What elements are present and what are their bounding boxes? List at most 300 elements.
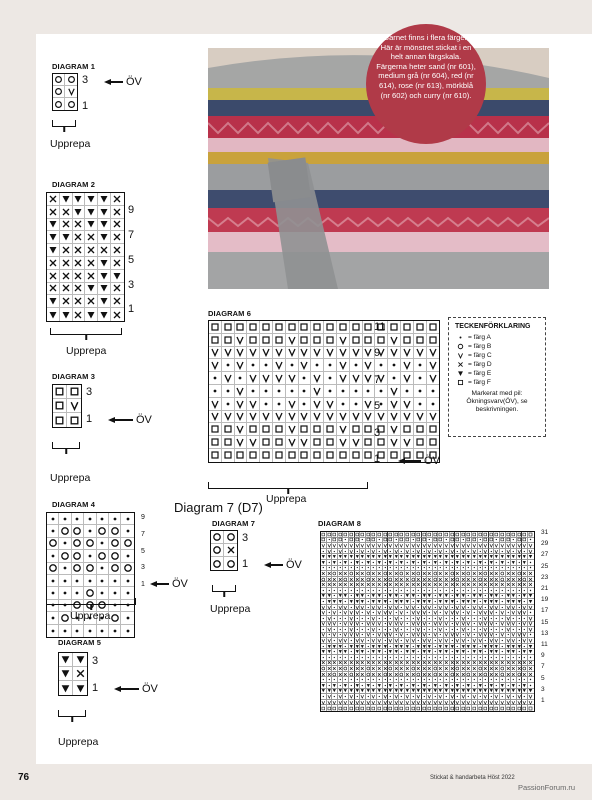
square-symbol: [363, 335, 373, 345]
chart-cell: [84, 550, 96, 562]
triangle-symbol: [466, 599, 471, 604]
triangle-symbol: [371, 599, 376, 604]
chart-cell: [47, 513, 59, 525]
dot-symbol: [461, 537, 466, 542]
triangle-symbol: [444, 649, 449, 654]
diagram-4-row-5: 5: [141, 548, 145, 555]
v-symbol: [506, 621, 511, 626]
dot-symbol: [97, 514, 107, 524]
triangle-symbol: [506, 554, 511, 559]
x-symbol: [422, 582, 427, 587]
chart-cell: [53, 74, 65, 86]
square-symbol: [312, 437, 322, 447]
v-symbol: [321, 605, 326, 610]
dot-symbol: [383, 621, 388, 626]
x-symbol: [416, 582, 421, 587]
legend-item: [455, 333, 539, 342]
chart-cell: [324, 347, 337, 360]
dot-symbol: [411, 655, 416, 660]
v-symbol: [422, 543, 427, 548]
v-symbol: [528, 621, 533, 626]
dot-symbol: [321, 694, 326, 699]
v-symbol: [455, 605, 460, 610]
square-symbol: [325, 437, 335, 447]
triangle-symbol: [48, 310, 58, 320]
square-symbol: [422, 532, 427, 537]
v-symbol: [312, 373, 322, 383]
x-symbol: [438, 672, 443, 677]
square-symbol: [399, 706, 404, 711]
v-symbol: [444, 605, 449, 610]
x-symbol: [528, 672, 533, 677]
square-symbol: [69, 415, 80, 426]
dot-symbol: [461, 677, 466, 682]
v-symbol: [411, 700, 416, 705]
square-symbol: [321, 537, 326, 542]
dot-symbol: [123, 613, 133, 623]
x-symbol: [112, 283, 122, 293]
square-symbol: [494, 706, 499, 711]
square-symbol: [405, 537, 410, 542]
dot-symbol: [461, 683, 466, 688]
chart-cell: [85, 295, 98, 308]
x-symbol: [461, 571, 466, 576]
dot-symbol: [261, 399, 271, 409]
square-symbol: [366, 532, 371, 537]
x-symbol: [494, 666, 499, 671]
v-symbol: [388, 605, 393, 610]
square-symbol: [455, 537, 460, 542]
square-symbol: [363, 450, 373, 460]
dot-symbol: [72, 576, 82, 586]
dot-symbol: [383, 683, 388, 688]
v-symbol: [338, 335, 348, 345]
chart-cell: [47, 550, 59, 562]
triangle-symbol: [444, 644, 449, 649]
x-symbol: [444, 571, 449, 576]
square-symbol: [438, 537, 443, 542]
v-symbol: [511, 543, 516, 548]
dot-symbol: [332, 655, 337, 660]
dot-symbol: [383, 655, 388, 660]
chart-cell: [363, 359, 376, 372]
square-symbol: [483, 706, 488, 711]
triangle-symbol: [416, 599, 421, 604]
triangle-symbol: [511, 599, 516, 604]
chart-cell: [299, 334, 312, 347]
x-symbol: [73, 296, 83, 306]
dot-symbol: [511, 588, 516, 593]
dot-symbol: [338, 560, 343, 565]
dot-symbol: [438, 610, 443, 615]
chart-cell: [286, 385, 299, 398]
dot-symbol: [360, 632, 365, 637]
chart-cell: [388, 423, 401, 436]
dot-symbol: [60, 626, 70, 636]
chart-cell: [247, 321, 260, 334]
dot-symbol: [85, 551, 95, 561]
dot-symbol: [416, 605, 421, 610]
triangle-symbol: [528, 554, 533, 559]
dot-symbol: [343, 616, 348, 621]
diagram-4-row-9: 9: [141, 514, 145, 521]
dot-symbol: [321, 549, 326, 554]
v-symbol: [428, 347, 438, 357]
dot-symbol: [371, 610, 376, 615]
v-symbol: [427, 605, 432, 610]
x-symbol: [517, 577, 522, 582]
chart-cell: [247, 411, 260, 424]
page-number: 76: [18, 772, 30, 783]
triangle-symbol: [450, 644, 455, 649]
triangle-symbol: [522, 593, 527, 598]
chart-cell: [414, 411, 427, 424]
x-icon: [455, 361, 465, 368]
x-symbol: [338, 582, 343, 587]
dot-symbol: [371, 565, 376, 570]
x-symbol: [73, 232, 83, 242]
v-symbol: [511, 638, 516, 643]
dot-symbol: [444, 627, 449, 632]
triangle-symbol: [489, 683, 494, 688]
diagram-2-repeat-bracket: [50, 328, 122, 335]
v-symbol: [506, 549, 511, 554]
x-symbol: [321, 571, 326, 576]
v-symbol: [360, 605, 365, 610]
dot-symbol: [528, 537, 533, 542]
chart-cell: [121, 538, 133, 550]
dot-symbol: [528, 565, 533, 570]
chart-cell: [350, 423, 363, 436]
square-symbol: [210, 450, 220, 460]
v-symbol: [517, 543, 522, 548]
chart-cell: [59, 563, 71, 575]
v-symbol: [416, 621, 421, 626]
chart-cell: [311, 449, 324, 462]
dot-symbol: [472, 683, 477, 688]
dot-symbol: [422, 549, 427, 554]
v-symbol: [411, 621, 416, 626]
triangle-symbol: [99, 296, 109, 306]
triangle-symbol: [377, 688, 382, 693]
dot-symbol: [466, 694, 471, 699]
triangle-symbol: [517, 644, 522, 649]
chart-cell: [311, 359, 324, 372]
x-symbol: [427, 571, 432, 576]
chart-cell: [311, 321, 324, 334]
diagram-3-grid: [52, 384, 82, 428]
dot-symbol: [321, 655, 326, 660]
dot-symbol: [123, 588, 133, 598]
chart-cell: [73, 270, 86, 283]
triangle-symbol: [422, 683, 427, 688]
dot-symbol: [478, 627, 483, 632]
dot-symbol: [210, 373, 220, 383]
dot-symbol: [338, 610, 343, 615]
chart-cell: [363, 334, 376, 347]
triangle-symbol: [427, 599, 432, 604]
dot-symbol: [466, 549, 471, 554]
square-symbol: [402, 322, 412, 332]
chart-cell: [47, 563, 59, 575]
x-symbol: [511, 577, 516, 582]
v-symbol: [438, 549, 443, 554]
circle-symbol: [483, 672, 488, 677]
v-symbol: [235, 411, 245, 421]
square-symbol: [411, 706, 416, 711]
dot-symbol: [366, 644, 371, 649]
circle-symbol: [500, 571, 505, 576]
chart-cell: [235, 372, 248, 385]
dot-symbol: [360, 616, 365, 621]
x-symbol: [338, 571, 343, 576]
chart-cell: [247, 436, 260, 449]
v-symbol: [455, 638, 460, 643]
x-symbol: [405, 672, 410, 677]
triangle-symbol: [73, 207, 83, 217]
v-symbol: [248, 373, 258, 383]
square-symbol: [472, 537, 477, 542]
diagram-3-row-1: 1: [86, 413, 93, 425]
dot-symbol: [522, 677, 527, 682]
dot-symbol: [411, 549, 416, 554]
dot-symbol: [383, 638, 388, 643]
chart-cell: [224, 544, 237, 557]
x-symbol: [99, 245, 109, 255]
x-symbol: [522, 672, 527, 677]
dot-symbol: [500, 565, 505, 570]
circle-symbol: [388, 577, 393, 582]
v-symbol: [427, 638, 432, 643]
v-icon: [455, 352, 465, 359]
chart-cell: [60, 231, 73, 244]
diagram-4-repeat-bracket: [46, 598, 136, 605]
v-symbol: [500, 610, 505, 615]
dot-symbol: [363, 386, 373, 396]
chart-cell: [401, 334, 414, 347]
chart-cell: [111, 257, 124, 270]
triangle-symbol: [86, 219, 96, 229]
x-symbol: [450, 666, 455, 671]
triangle-symbol: [466, 560, 471, 565]
diagram-7-grid: [210, 530, 238, 571]
dot-symbol: [327, 588, 332, 593]
x-symbol: [506, 571, 511, 576]
chart-cell: [350, 372, 363, 385]
dot-symbol: [466, 593, 471, 598]
chart-cell: [337, 385, 350, 398]
chart-cell: [401, 423, 414, 436]
x-symbol: [86, 232, 96, 242]
x-symbol: [472, 660, 477, 665]
v-symbol: [478, 700, 483, 705]
circle-symbol: [366, 666, 371, 671]
triangle-symbol: [321, 593, 326, 598]
x-symbol: [399, 660, 404, 665]
chart-cell: [427, 385, 440, 398]
x-symbol: [388, 672, 393, 677]
triangle-symbol: [355, 554, 360, 559]
ov-label: ÖV: [126, 76, 142, 88]
dot-symbol: [60, 538, 70, 548]
circle-icon: [455, 343, 465, 350]
v-symbol: [517, 632, 522, 637]
arrow-head-icon: [114, 686, 121, 692]
v-symbol: [528, 694, 533, 699]
x-symbol: [427, 577, 432, 582]
v-symbol: [394, 543, 399, 548]
square-symbol: [405, 532, 410, 537]
triangle-symbol: [394, 593, 399, 598]
diagram-4-title: DIAGRAM 4: [52, 500, 95, 509]
v-symbol: [287, 437, 297, 447]
triangle-symbol: [494, 644, 499, 649]
chart-cell: [67, 385, 81, 399]
v-symbol: [371, 638, 376, 643]
diagram-8-row-number: 25: [541, 562, 549, 570]
v-symbol: [327, 616, 332, 621]
triangle-symbol: [416, 644, 421, 649]
v-symbol: [478, 610, 483, 615]
dot-symbol: [123, 576, 133, 586]
chart-cell: [337, 372, 350, 385]
diagram-4-row-1: 1: [141, 581, 145, 588]
x-symbol: [355, 577, 360, 582]
x-symbol: [489, 672, 494, 677]
v-symbol: [327, 605, 332, 610]
v-symbol: [511, 610, 516, 615]
chart-cell: [414, 321, 427, 334]
dot-symbol: [472, 655, 477, 660]
v-symbol: [235, 437, 245, 447]
legend-item: [455, 351, 539, 360]
v-symbol: [494, 694, 499, 699]
x-symbol: [112, 232, 122, 242]
x-symbol: [377, 660, 382, 665]
square-symbol: [416, 706, 421, 711]
dot-symbol: [416, 588, 421, 593]
dot-symbol: [343, 599, 348, 604]
x-symbol: [360, 571, 365, 576]
v-symbol: [349, 549, 354, 554]
dot-symbol: [405, 627, 410, 632]
x-symbol: [528, 577, 533, 582]
square-icon: [455, 379, 465, 386]
diagram-8-row-number: 17: [541, 607, 549, 615]
triangle-symbol: [377, 560, 382, 565]
x-symbol: [522, 582, 527, 587]
circle-symbol: [517, 571, 522, 576]
v-symbol: [483, 627, 488, 632]
v-symbol: [327, 621, 332, 626]
dot-symbol: [528, 588, 533, 593]
triangle-symbol: [494, 649, 499, 654]
x-symbol: [394, 582, 399, 587]
dot-symbol: [338, 627, 343, 632]
legend-label: = färg F: [468, 379, 491, 386]
x-symbol: [411, 660, 416, 665]
dot-symbol: [85, 576, 95, 586]
v-symbol: [351, 373, 361, 383]
triangle-symbol: [383, 644, 388, 649]
v-symbol: [332, 632, 337, 637]
dot-symbol: [528, 683, 533, 688]
square-symbol: [274, 335, 284, 345]
dot-symbol: [312, 360, 322, 370]
v-symbol: [366, 700, 371, 705]
chart-cell: [388, 411, 401, 424]
triangle-symbol: [338, 649, 343, 654]
triangle-symbol: [411, 593, 416, 598]
dot-symbol: [405, 677, 410, 682]
dot-symbol: [466, 565, 471, 570]
v-symbol: [343, 638, 348, 643]
chart-cell: [209, 411, 222, 424]
triangle-symbol: [506, 599, 511, 604]
chart-cell: [47, 308, 60, 321]
square-symbol: [489, 537, 494, 542]
diagram-4-row-3: 3: [141, 564, 145, 571]
square-symbol: [355, 532, 360, 537]
triangle-symbol: [99, 207, 109, 217]
dot-symbol: [411, 565, 416, 570]
x-symbol: [489, 666, 494, 671]
chart-cell: [247, 347, 260, 360]
dot-symbol: [60, 588, 70, 598]
dot-symbol: [483, 638, 488, 643]
dot-symbol: [349, 605, 354, 610]
square-symbol: [489, 532, 494, 537]
chart-cell: [273, 423, 286, 436]
x-symbol: [438, 577, 443, 582]
x-symbol: [327, 577, 332, 582]
chart-cell: [109, 625, 121, 637]
chart-cell: [85, 193, 98, 206]
triangle-symbol: [327, 644, 332, 649]
x-symbol: [494, 672, 499, 677]
dot-symbol: [517, 616, 522, 621]
dot-symbol: [450, 649, 455, 654]
x-symbol: [86, 271, 96, 281]
diagram-6-row-11: 11: [374, 321, 386, 333]
square-symbol: [466, 537, 471, 542]
chart-cell: [98, 295, 111, 308]
dot-symbol: [450, 605, 455, 610]
chart-cell: [59, 538, 71, 550]
v-symbol: [506, 700, 511, 705]
chart-cell: [414, 334, 427, 347]
chart-cell: [427, 359, 440, 372]
chart-cell: [222, 385, 235, 398]
x-symbol: [377, 582, 382, 587]
dot-symbol: [461, 560, 466, 565]
v-symbol: [355, 605, 360, 610]
triangle-symbol: [383, 599, 388, 604]
diagram-2-repeat-label: Upprepa: [66, 345, 107, 357]
chart-cell: [60, 308, 73, 321]
x-symbol: [377, 571, 382, 576]
ov-label: ÖV: [172, 578, 188, 590]
x-symbol: [511, 660, 516, 665]
chart-cell: [235, 321, 248, 334]
dot-icon: [455, 334, 465, 341]
chart-cell: [72, 513, 84, 525]
square-symbol: [274, 450, 284, 460]
legend-note: Markerat med pil: Ökningsvarv(ÖV), se beskrivningen.: [466, 390, 528, 413]
dot-symbol: [489, 627, 494, 632]
circle-symbol: [466, 571, 471, 576]
chart-cell: [222, 411, 235, 424]
